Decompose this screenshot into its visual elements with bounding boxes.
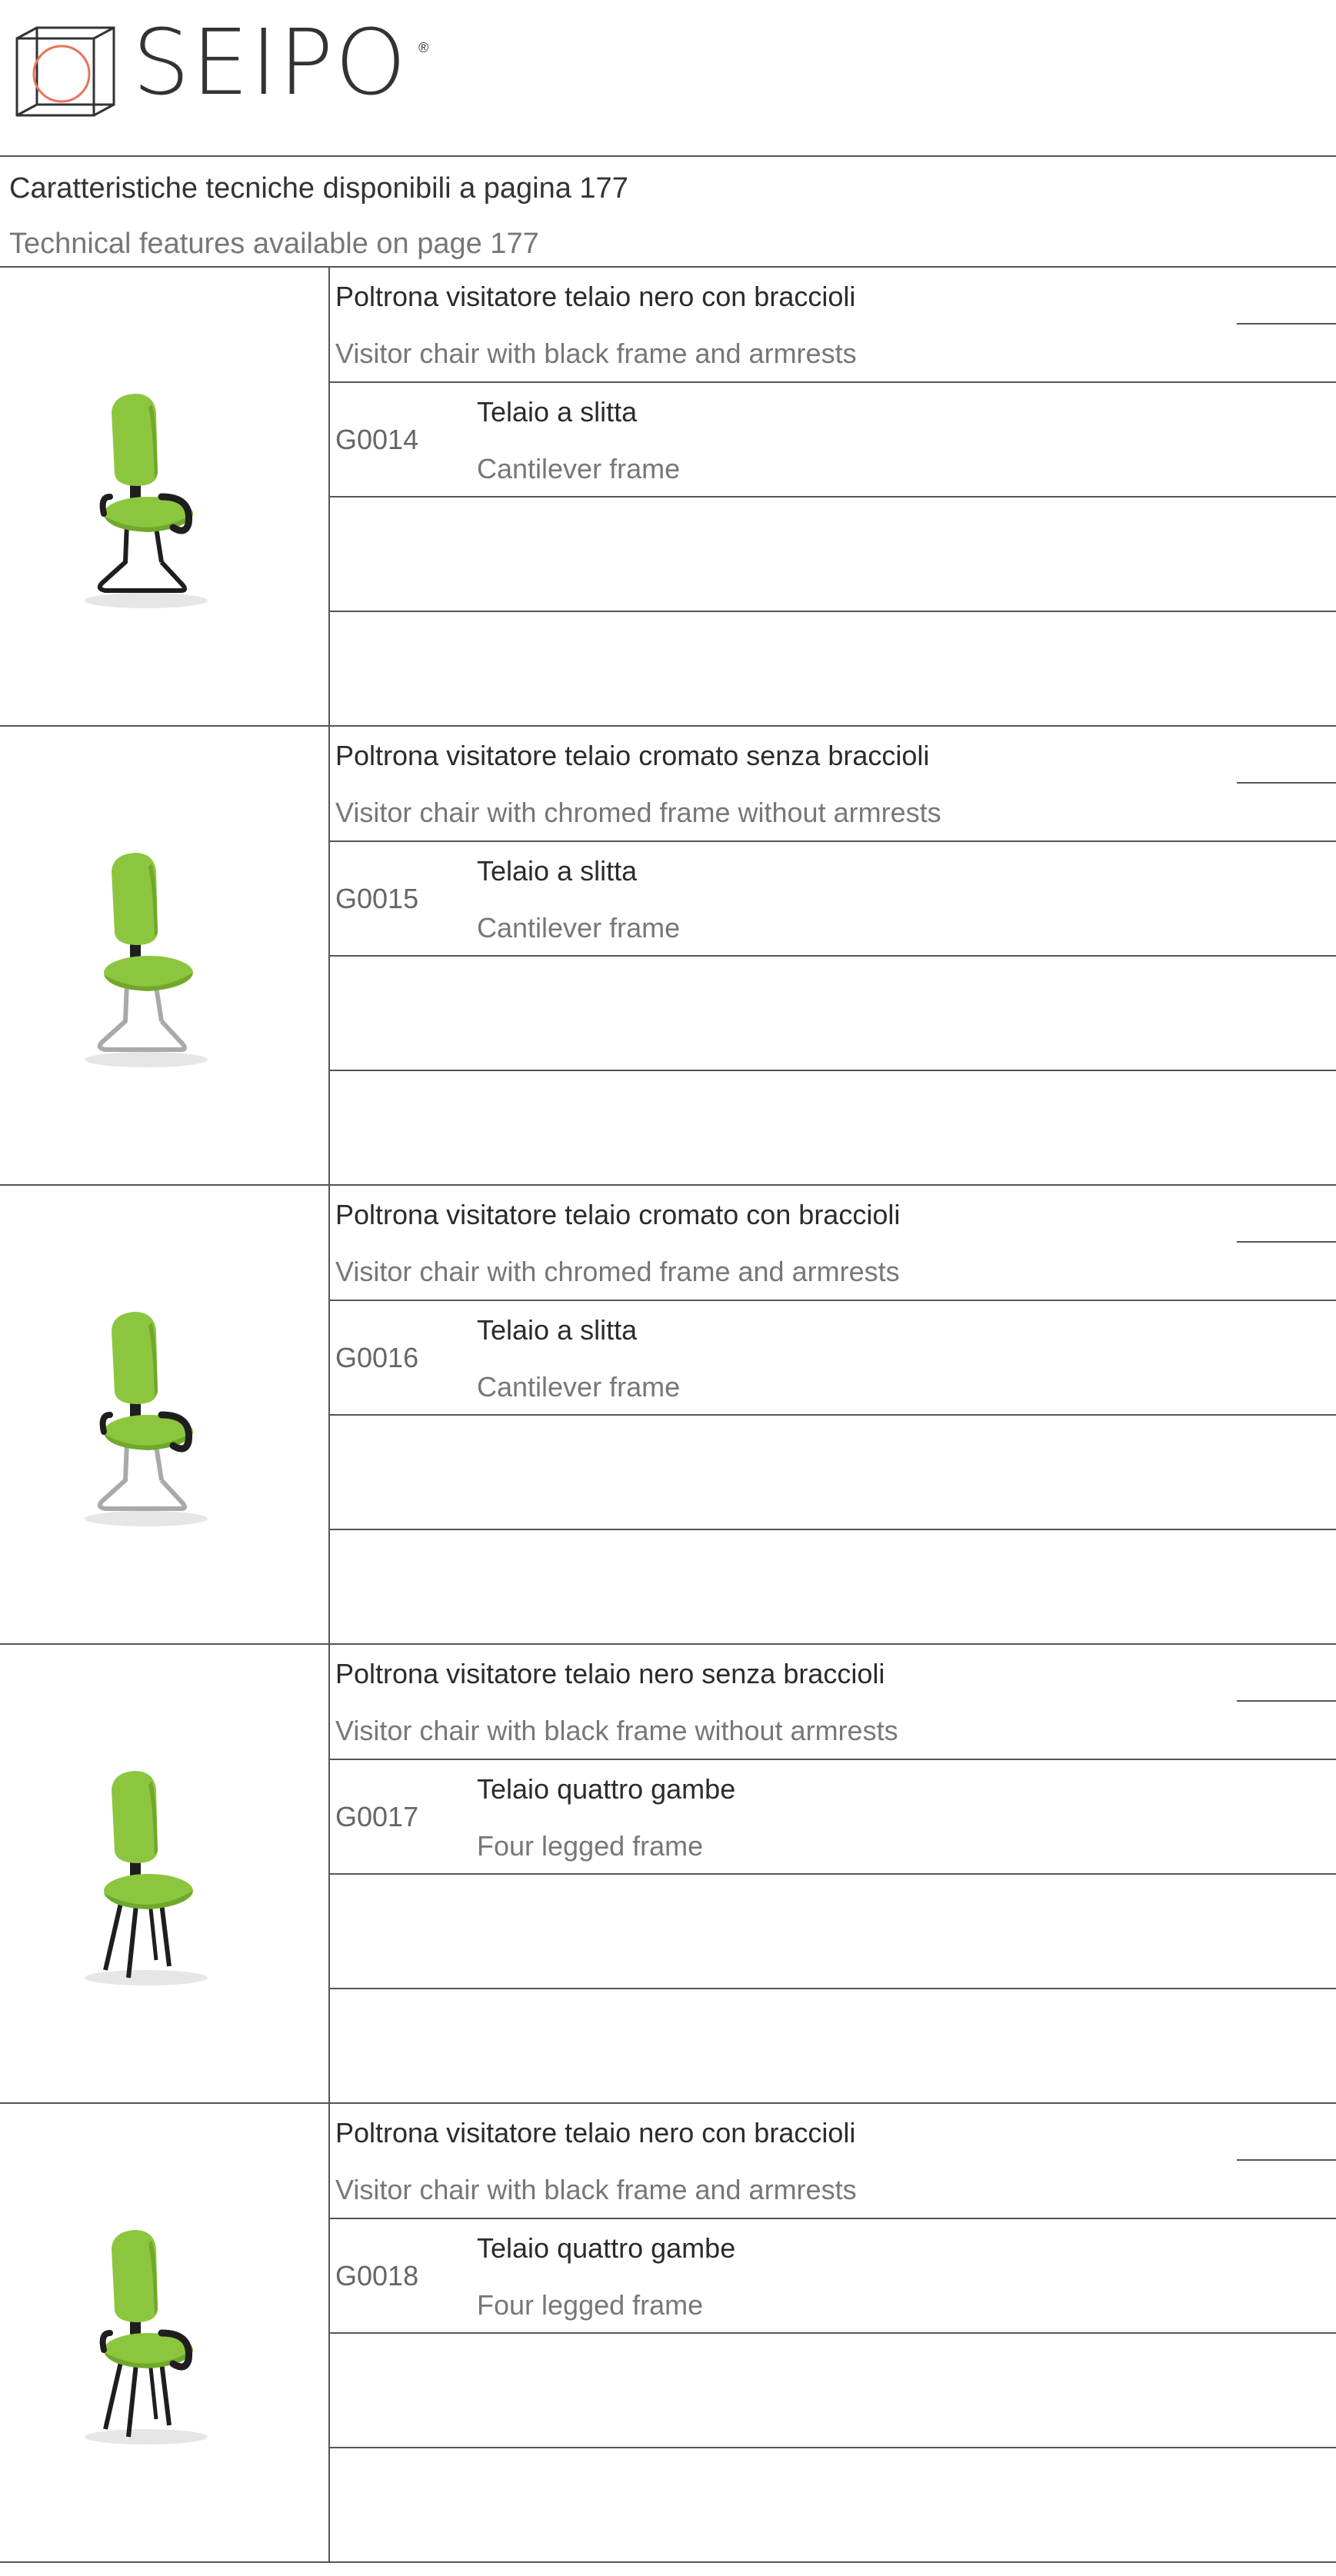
- product-row-border: [0, 1643, 1336, 1645]
- price-line: [1237, 782, 1336, 784]
- chair-icon: [65, 1759, 265, 1989]
- frame-type-it: Telaio a slitta: [477, 396, 638, 428]
- frame-type-en: Four legged frame: [477, 2289, 704, 2321]
- row-divider: [328, 496, 1336, 498]
- row-divider: [328, 1759, 1336, 1760]
- row-divider: [328, 2218, 1336, 2219]
- product-title-en: Visitor chair with black frame and armrests: [335, 338, 857, 369]
- product-title-it: Poltrona visitatore telaio nero con braccioli: [335, 281, 856, 312]
- row-divider: [328, 1529, 1336, 1530]
- price-line: [1237, 2159, 1336, 2161]
- price-line: [1237, 1700, 1336, 1702]
- row-divider: [328, 1873, 1336, 1875]
- row-divider: [328, 2447, 1336, 2448]
- row-divider: [328, 840, 1336, 842]
- frame-type-en: Cantilever frame: [477, 1371, 681, 1403]
- product-title-it: Poltrona visitatore telaio cromato senza braccioli: [335, 740, 930, 771]
- product-code: G0018: [335, 2260, 419, 2291]
- chair-icon: [65, 1300, 265, 1530]
- frame-type-it: Telaio a slitta: [477, 1314, 638, 1346]
- chair-image: [65, 2218, 265, 2452]
- row-divider: [328, 2332, 1336, 2334]
- row-divider: [328, 1300, 1336, 1301]
- product-code: G0016: [335, 1342, 419, 1373]
- product-row-border: [0, 2102, 1336, 2104]
- product-row-border: [0, 725, 1336, 727]
- product-code: G0017: [335, 1801, 419, 1832]
- product-title-en: Visitor chair with chromed frame and armrests: [335, 1256, 900, 1287]
- chair-image: [65, 381, 265, 616]
- product-row-border: [0, 2561, 1336, 2563]
- chair-icon: [65, 381, 265, 612]
- product-title-en: Visitor chair with black frame without armrests: [335, 1715, 898, 1746]
- chair-image: [65, 1300, 265, 1534]
- row-divider: [328, 1070, 1336, 1071]
- frame-type-it: Telaio quattro gambe: [477, 2232, 736, 2264]
- product-title-en: Visitor chair with black frame and armrests: [335, 2174, 857, 2205]
- product-title-en: Visitor chair with chromed frame without armrests: [335, 797, 941, 828]
- frame-type-en: Cantilever frame: [477, 912, 681, 944]
- frame-type-en: Cantilever frame: [477, 453, 681, 484]
- registered-mark: ®: [418, 40, 429, 55]
- row-divider: [328, 611, 1336, 612]
- chair-icon: [65, 2218, 265, 2448]
- frame-type-it: Telaio a slitta: [477, 855, 638, 887]
- product-title-it: Poltrona visitatore telaio nero con braccioli: [335, 2117, 856, 2148]
- product-title-it: Poltrona visitatore telaio cromato con braccioli: [335, 1199, 901, 1230]
- brand-logo: [14, 26, 122, 118]
- chair-image: [65, 1759, 265, 1993]
- chair-icon: [65, 840, 265, 1071]
- row-divider: [328, 1988, 1336, 1989]
- brand-name: SEIPO: [132, 9, 408, 115]
- row-divider: [328, 1414, 1336, 1416]
- intro-english: Technical features available on page 177: [9, 228, 539, 260]
- intro-italian: Caratteristiche tecniche disponibili a pagina 177: [9, 172, 628, 205]
- product-code: G0015: [335, 883, 419, 914]
- frame-type-en: Four legged frame: [477, 1830, 704, 1862]
- logo-cube-icon: [14, 26, 122, 118]
- header-divider: [0, 155, 1336, 157]
- table-top-border: [0, 266, 1336, 268]
- row-divider: [328, 955, 1336, 957]
- row-divider: [328, 381, 1336, 383]
- product-code: G0014: [335, 424, 419, 455]
- chair-image: [65, 840, 265, 1075]
- price-line: [1237, 323, 1336, 324]
- frame-type-it: Telaio quattro gambe: [477, 1773, 736, 1805]
- product-row-border: [0, 1184, 1336, 1186]
- price-line: [1237, 1241, 1336, 1243]
- product-title-it: Poltrona visitatore telaio nero senza braccioli: [335, 1658, 885, 1689]
